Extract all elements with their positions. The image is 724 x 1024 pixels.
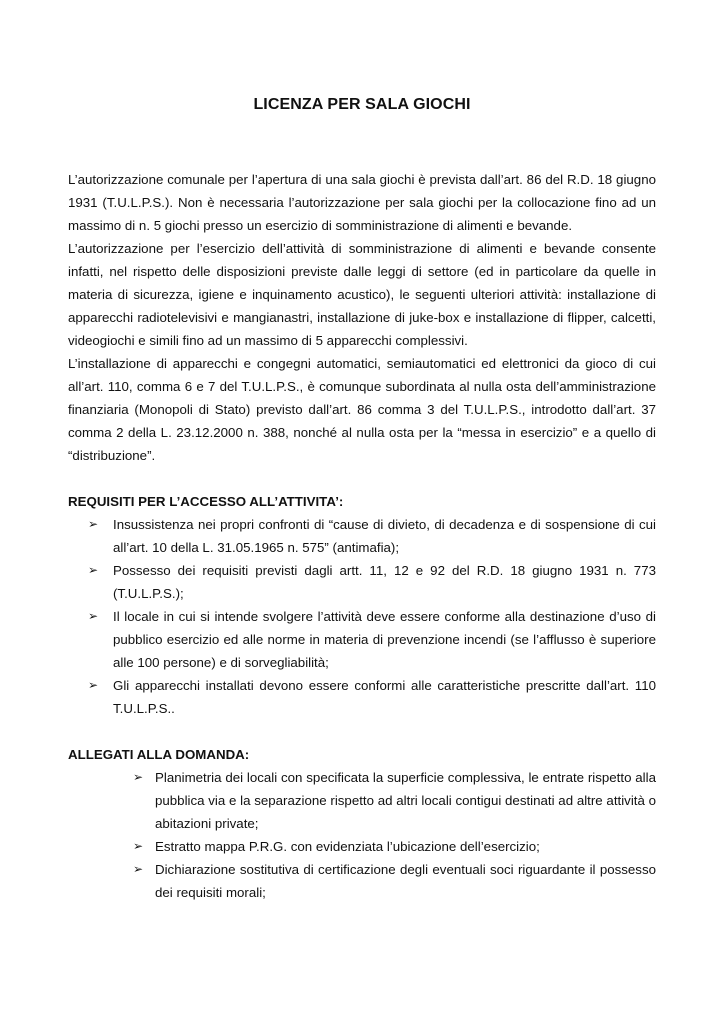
list-item (68, 674, 656, 720)
arrow-bullet-icon: ➢ (133, 770, 144, 784)
requisiti-heading: REQUISITI PER L’ACCESSO ALL’ATTIVITA’: (68, 494, 344, 509)
intro-text (68, 168, 656, 467)
list-item-text: Gli apparecchi installati devono essere conformi alle caratteristiche prescritte dall’art. 110 T.U.L.P.S.. (113, 678, 656, 716)
arrow-bullet-icon: ➢ (133, 862, 144, 876)
paragraph: L’installazione di apparecchi e congegni automatici, semiautomatici ed elettronici da gioco di cui all’art. 110, comma 6 e 7 del T.U.L.P.S., è comunque subordinata al nulla osta dell’amministrazione finanziaria (Monopoli di Stato) previsto dall’art. 86 comma 3 del T.U.L.P.S., introdotto dall’art. 37 comma 2 della L. 23.12.2000 n. 388, nonché al nulla osta per la “messa in esercizio” e a quello di “distribuzione”. (68, 356, 656, 463)
list-item-text: Possesso dei requisiti previsti dagli artt. 11, 12 e 92 del R.D. 18 giugno 1931 n. 773 (T.U.L.P.S.); (113, 563, 656, 601)
paragraph: L’autorizzazione comunale per l’apertura di una sala giochi è prevista dall’art. 86 del R.D. 18 giugno 1931 (T.U.L.P.S.). Non è necessaria l’autorizzazione per sala giochi per la collocazione fino ad un massimo di n. 5 giochi presso un esercizio di somministrazione di alimenti e bevande. (68, 172, 656, 233)
allegati-list (68, 766, 656, 904)
list-item (68, 858, 656, 904)
list-item-text: Dichiarazione sostitutiva di certificazione degli eventuali soci riguardante il possesso dei requisiti morali; (155, 862, 656, 900)
list-item (68, 559, 656, 605)
list-item (68, 835, 656, 858)
paragraph: L’autorizzazione per l’esercizio dell’attività di somministrazione di alimenti e bevande consente infatti, nel rispetto delle disposizioni previste dalle leggi di settore (ed in particolare da quelle in materia di sicurezza, igiene e inquinamento acustico), le seguenti ulteriori attività: installazione di apparecchi radiotelevisivi e mangianastri, installazione di juke-box e installazione di flipper, calcetti, videogiochi e simili fino ad un massimo di 5 apparecchi complessivi. (68, 241, 656, 348)
allegati-heading: ALLEGATI ALLA DOMANDA: (68, 747, 250, 762)
list-item-text: Il locale in cui si intende svolgere l’attività deve essere conforme alla destinazione d’uso di pubblico esercizio ed alle norme in materia di prevenzione incendi (se l’afflusso è superiore alle 100 persone) e di sorvegliabilità; (113, 609, 656, 670)
requisiti-list (68, 513, 656, 720)
list-item-text: Planimetria dei locali con specificata la superficie complessiva, le entrate rispetto alla pubblica via e la separazione rispetto ad altri locali contigui destinati ad altre attività o abitazioni private; (155, 770, 656, 831)
list-item (68, 766, 656, 835)
list-item (68, 513, 656, 559)
arrow-bullet-icon: ➢ (88, 678, 99, 692)
list-item-text: Insussistenza nei propri confronti di “cause di divieto, di decadenza e di sospensione di cui all’art. 10 della L. 31.05.1965 n. 575” (antimafia); (113, 517, 656, 555)
arrow-bullet-icon: ➢ (88, 563, 99, 577)
arrow-bullet-icon: ➢ (88, 517, 99, 531)
arrow-bullet-icon: ➢ (88, 609, 99, 623)
list-item-text: Estratto mappa P.R.G. con evidenziata l’ubicazione dell’esercizio; (155, 839, 540, 854)
document-title: LICENZA PER SALA GIOCHI (253, 96, 471, 113)
arrow-bullet-icon: ➢ (133, 839, 144, 853)
list-item (68, 605, 656, 674)
